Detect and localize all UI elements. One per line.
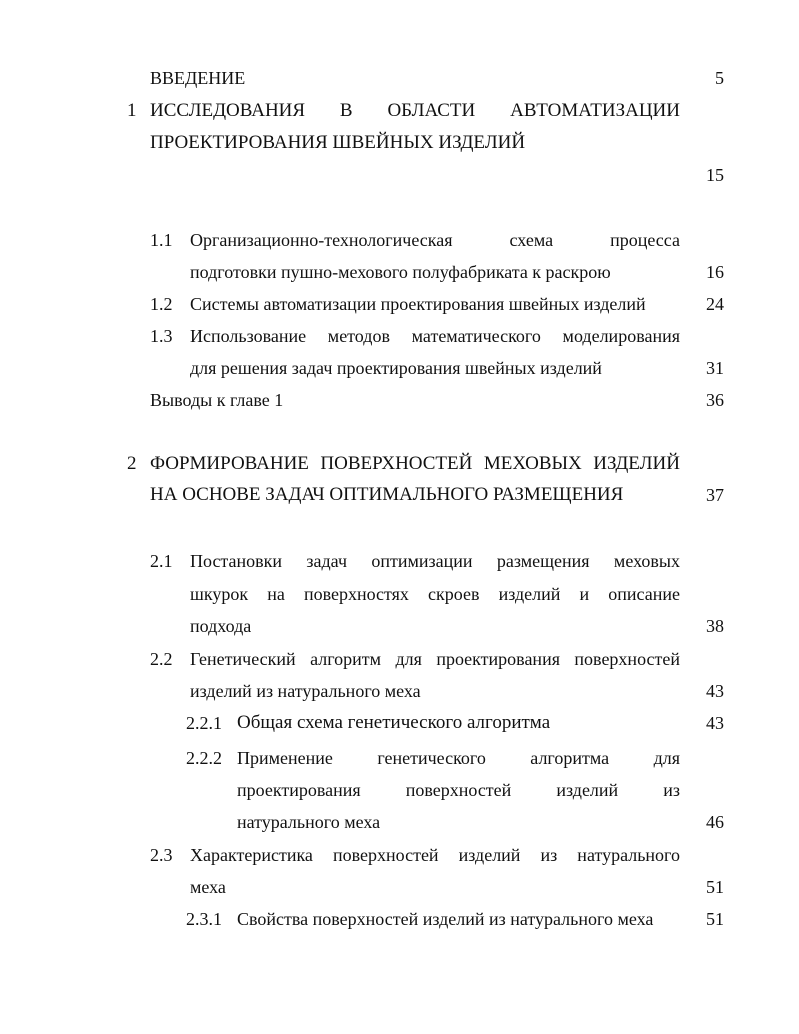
toc-intro-title[interactable]: ВВЕДЕНИЕ <box>150 68 246 88</box>
toc-ch1-conclusions-page: 36 <box>706 390 724 410</box>
toc-s2-3-line2[interactable]: меха <box>190 877 226 897</box>
toc-s2-3-page: 51 <box>706 877 724 897</box>
toc-s2-2-1-number: 2.2.1 <box>186 713 222 733</box>
toc-s2-1-line3[interactable]: подхода <box>190 616 252 636</box>
toc-s2-3-1-line1[interactable]: Свойства поверхностей изделий из натурального меха <box>237 909 654 929</box>
toc-s2-2-2-line2[interactable]: проектирования поверхностей изделий из <box>237 780 680 800</box>
toc-s1-1-number: 1.1 <box>150 230 173 250</box>
toc-ch2-title-line2[interactable]: НА ОСНОВЕ ЗАДАЧ ОПТИМАЛЬНОГО РАЗМЕЩЕНИЯ <box>150 484 624 505</box>
toc-s1-3-page: 31 <box>706 358 724 378</box>
toc-s1-1-page: 16 <box>706 262 724 282</box>
toc-s1-1-line2[interactable]: подготовки пушно-мехового полуфабриката к раскрою <box>190 262 611 282</box>
toc-ch1-title-line1[interactable]: ИССЛЕДОВАНИЯ В ОБЛАСТИ АВТОМАТИЗАЦИИ <box>150 100 680 121</box>
toc-s2-2-2-line1[interactable]: Применение генетического алгоритма для <box>237 748 680 768</box>
toc-s2-2-number: 2.2 <box>150 649 173 669</box>
toc-s2-2-2-number: 2.2.2 <box>186 748 222 768</box>
toc-s1-2-line1[interactable]: Системы автоматизации проектирования швейных изделий <box>190 294 646 314</box>
toc-s1-1-line1[interactable]: Организационно-технологическая схема процесса <box>190 230 680 250</box>
toc-s2-1-number: 2.1 <box>150 551 173 571</box>
toc-intro-page: 5 <box>715 68 724 88</box>
toc-s1-3-number: 1.3 <box>150 326 173 346</box>
toc-s2-3-1-number: 2.3.1 <box>186 909 222 929</box>
toc-s2-2-2-page: 46 <box>706 812 724 832</box>
toc-s1-3-line1[interactable]: Использование методов математического моделирования <box>190 326 680 346</box>
toc-s2-2-1-line1[interactable]: Общая схема генетического алгоритма <box>237 712 551 733</box>
toc-s2-2-line2[interactable]: изделий из натурального меха <box>190 681 421 701</box>
toc-s2-2-2-line3[interactable]: натурального меха <box>237 812 381 832</box>
toc-s2-3-1-page: 51 <box>706 909 724 929</box>
toc-ch2-title-line1[interactable]: ФОРМИРОВАНИЕ ПОВЕРХНОСТЕЙ МЕХОВЫХ ИЗДЕЛИЙ <box>150 453 680 474</box>
toc-ch2-number: 2 <box>127 453 137 474</box>
toc-ch1-page: 15 <box>706 165 724 185</box>
toc-s1-3-line2[interactable]: для решения задач проектирования швейных изделий <box>190 358 602 378</box>
toc-s1-2-page: 24 <box>706 294 724 314</box>
toc-s2-2-1-page: 43 <box>706 713 724 733</box>
toc-ch1-title-line2[interactable]: ПРОЕКТИРОВАНИЯ ШВЕЙНЫХ ИЗДЕЛИЙ <box>150 132 526 153</box>
toc-ch1-conclusions-title[interactable]: Выводы к главе 1 <box>150 390 284 410</box>
toc-s2-1-line2[interactable]: шкурок на поверхностях скроев изделий и описание <box>190 584 680 604</box>
toc-s2-2-line1[interactable]: Генетический алгоритм для проектирования поверхностей <box>190 649 680 669</box>
toc-s2-1-page: 38 <box>706 616 724 636</box>
toc-s1-2-number: 1.2 <box>150 294 173 314</box>
toc-s2-1-line1[interactable]: Постановки задач оптимизации размещения меховых <box>190 551 680 571</box>
toc-ch1-number: 1 <box>127 100 137 121</box>
toc-s2-2-page: 43 <box>706 681 724 701</box>
toc-s2-3-line1[interactable]: Характеристика поверхностей изделий из натурального <box>190 845 680 865</box>
toc-s2-3-number: 2.3 <box>150 845 173 865</box>
toc-ch2-page: 37 <box>706 485 724 505</box>
